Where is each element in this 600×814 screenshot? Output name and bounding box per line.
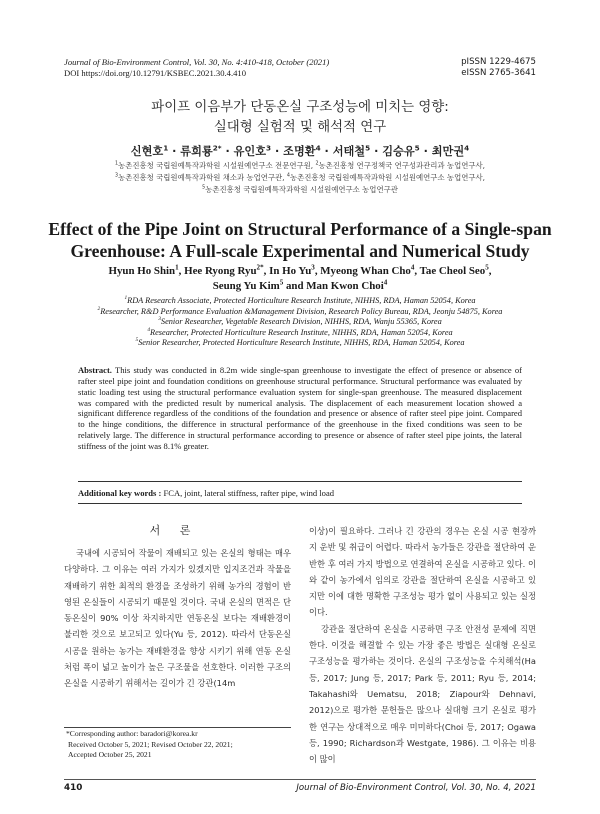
author-name: Tae Cheol Seo [419,265,486,277]
author-name: 서태철 [332,145,366,158]
body-paragraph: 강관을 절단하여 온실을 시공하면 구조 안전성 문제에 직면한다. 이것을 해결할 수 있는 가장 좋은 방법은 실대형 온실로 구조성능을 평가하는 것이다. 온실의 구조성능을 수치해석(Ha 등, 2017; Jung 등, 2017; Park 등, 2011; Ryu 등, 2014; Takahashi와 Uematsu, 2018; Ziapour와 Dehnavi, 2012)으로 평가한 문헌들은 많으나 실대형 크기 온실로 평가한 연구는 상대적으로 매우 미미하다(Choi 등, 2017; Ogawa 등, 1990; Richardson과 Westgate, 1986). 그 이유는 비용이 많이 [309,623,536,765]
body-column-left [64,545,291,692]
journal-citation: Journal of Bio-Environment Control, Vol. 30, No. 4:410-418, October (2021) [64,57,330,67]
korean-title-line1: 파이프 이음부가 단동온실 구조성능에 미치는 영향: [151,100,449,115]
english-affiliation-line: $^5$Senior Researcher, Protected Horticulture Research Institute, NIHHS, RDA, Haman 52054, Korea [135,337,465,347]
english-authors [40,264,560,294]
author-name: Myeong Whan Cho [320,265,411,277]
received-dates: Received October 5, 2021; Revised October 22, 2021; [68,739,233,749]
page-number: 410 [64,783,83,793]
author-affiliation-mark: 1 [175,263,179,272]
korean-affiliations [40,160,560,196]
korean-authors: 신현호$^1$ · 류희룡$^{2*}$ · 유인호$^3$ · 조명환$^4$ · 서태철$^5$ · 김승유$^5$ · 최만권$^4$ [130,143,470,158]
english-affiliation-line: $^3$Senior Researcher, Vegetable Research Division, NIHHS, RDA, Wanju 55365, Korea [158,316,442,326]
author-affiliation-mark: 2* [212,143,222,153]
english-title-line1: Effect of the Pipe Joint on Structural Performance of a Single-span [48,219,552,239]
doi-link[interactable]: DOI https://doi.org/10.12791/KSBEC.2021.30.4.410 [64,68,246,78]
corresponding-author: *Corresponding author: baradori@korea.kr [66,729,198,738]
english-affiliation-line: $^2$Researcher, R&D Performance Evaluation &Management Division, Research Policy Bureau, RDA, Jeonju 54875, Korea [97,305,503,316]
author-name: 조명환 [283,145,316,158]
author-affiliation-mark: 5 [279,278,284,287]
abstract-text: This study was conducted in 8.2m wide single-span greenhouse to investigate the effect of presence or absence of rafter steel pipe joint and foundation conditions on greenhouse structural performance. Structural performance was evaluated by static loading test using the structural performance evaluation system for single-span greenhouse. The measured displacement was compared with the predicted result by numerical analysis. The displacement of each measurement location showed a significant difference regardless of the conditions of the foundation and presence or absence of rafter steel pipe joint. Compared to the hinge conditions, the difference in structural performance of the greenhouse in the fixed conditions was seen to be relatively large. The difference in structural performance according to presence or absence of rafter steel pipe joints, the lateral stiffness of the joint was 8.1% greater. [78,365,523,451]
author-name: Man Kwon Choi [306,280,384,292]
author-affiliation-mark: 5 [485,263,489,272]
author-affiliation-mark: 3 [311,263,315,272]
body-paragraph: 국내에 시공되어 작물이 재배되고 있는 온실의 형태는 매우 다양하다. 그 이유는 여러 가지가 있겠지만 입지조건과 작물을 재배하기 위한 최적의 환경을 조성하기 위해 농가의 경험이 반영된 온실들이 시공되기 때문일 것이다. 국내 온실의 면적은 단동온실이 90% 이상 차지하지만 연동온실 보다는 재배환경이 불리한 것으로 보고되고 있다(Yu 등, 2012). 따라서 단동온실 시공을 원하는 농가는 재배환경을 향상 시키기 위해 연동 온실처럼 폭이 넓고 높이가 높은 구조물을 선호한다. 이러한 구조의 온실을 시공하기 위해서는 길이가 긴 강관(14m [64,548,291,689]
korean-affiliation-line: $^5$농촌진흥청 국립원예특작과학원 시설원예연구소 농업연구관 [202,185,398,194]
body-paragraph: 이상)이 필요하다. 그러나 긴 강관의 경우는 온실 시공 현장까지 운반 및 취급이 어렵다. 따라서 농가들은 강관을 절단하여 운반한 후 여러 가지 방법으로 연결하여 온실을 시공하고 있다. 이와 같이 농가에서 임의로 강관을 절단하여 온실을 시공하고 있지만 이에 대한 명확한 구조성능 평가 없이 사용되고 있는 실정이다. [309,526,536,618]
issn-block [461,57,536,79]
author-affiliation-mark: 4 [410,263,415,272]
korean-title [0,98,600,138]
footnote-rule [64,727,291,728]
author-name: 신현호 [130,145,164,158]
author-name: Seung Yu Kim [212,280,280,292]
english-title-line2: Greenhouse: A Full-scale Experimental and Numerical Study [70,241,530,261]
author-name: Hee Ryong Ryu [184,265,257,277]
english-authors-line1: Hyun Ho Shin$^1$, Hee Ryong Ryu$^{2*}$, In Ho Yu$^3$, Myeong Whan Cho$^4$, Tae Cheol Seo$^5$, [108,263,492,277]
author-name: 유인호 [233,145,267,158]
author-name: Hyun Ho Shin [108,265,176,277]
accepted-date: Accepted October 25, 2021 [68,750,152,760]
english-authors-line2: Seung Yu Kim$^5$ and Man Kwon Choi$^4$ [212,278,388,292]
author-affiliation-mark: 2* [256,263,264,272]
footnote [66,729,291,761]
keywords [78,488,522,499]
author-affiliation-mark: 4 [383,278,388,287]
keywords-top-rule [78,481,522,482]
journal-header [64,57,329,79]
author-affiliation-mark: 5 [414,143,420,153]
english-affiliation-line: $^4$Researcher, Protected Horticulture Research Institute, NIHHS, RDA, Haman 52054, Korea [147,326,453,337]
keywords-bottom-rule [78,503,522,504]
body-column-right [309,523,536,767]
author-affiliation-mark: 4 [464,143,470,153]
abstract-label: Abstract. [78,365,112,375]
keywords-text: FCA, joint, lateral stiffness, rafter pipe, wind load [163,488,335,498]
author-name: In Ho Yu [269,265,312,277]
english-affiliation-line: $^1$RDA Research Associate, Protected Horticulture Research Institute, NIHHS, RDA, Haman 52054, Korea [124,295,476,305]
abstract [78,365,522,452]
korean-affiliation-line: $^3$농촌진흥청 국립원예특작과학원 채소과 농업연구관, $^4$농촌진흥청 국립원예특작과학원 시설원예연구소 농업연구사, [115,173,485,182]
author-affiliation-mark: 3 [266,143,272,153]
author-affiliation-mark: 4 [315,143,321,153]
eissn: eISSN 2765-3641 [461,68,536,78]
footer-rule [64,779,536,780]
author-affiliation-mark: 1 [163,143,169,153]
running-footer: Journal of Bio-Environment Control, Vol. 30, No. 4, 2021 [296,783,536,793]
section-heading-introduction: 서 론 [149,524,199,537]
author-name: 류희룡 [180,145,213,158]
korean-affiliation-line: $^1$농촌진흥청 국립원예특작과학원 시설원예연구소 전문연구원, $^2$농촌진흥청 연구정책국 연구성과관리과 농업연구사, [115,161,485,170]
author-name: 김승유 [382,145,415,158]
author-name: 최만권 [431,145,465,158]
keywords-label: Additional key words : [78,488,162,498]
pissn: pISSN 1229-4675 [461,57,536,67]
korean-title-line2: 실대형 실험적 및 해석적 연구 [213,120,387,135]
english-title [40,218,560,262]
english-affiliations [40,296,560,349]
author-affiliation-mark: 5 [365,143,371,153]
